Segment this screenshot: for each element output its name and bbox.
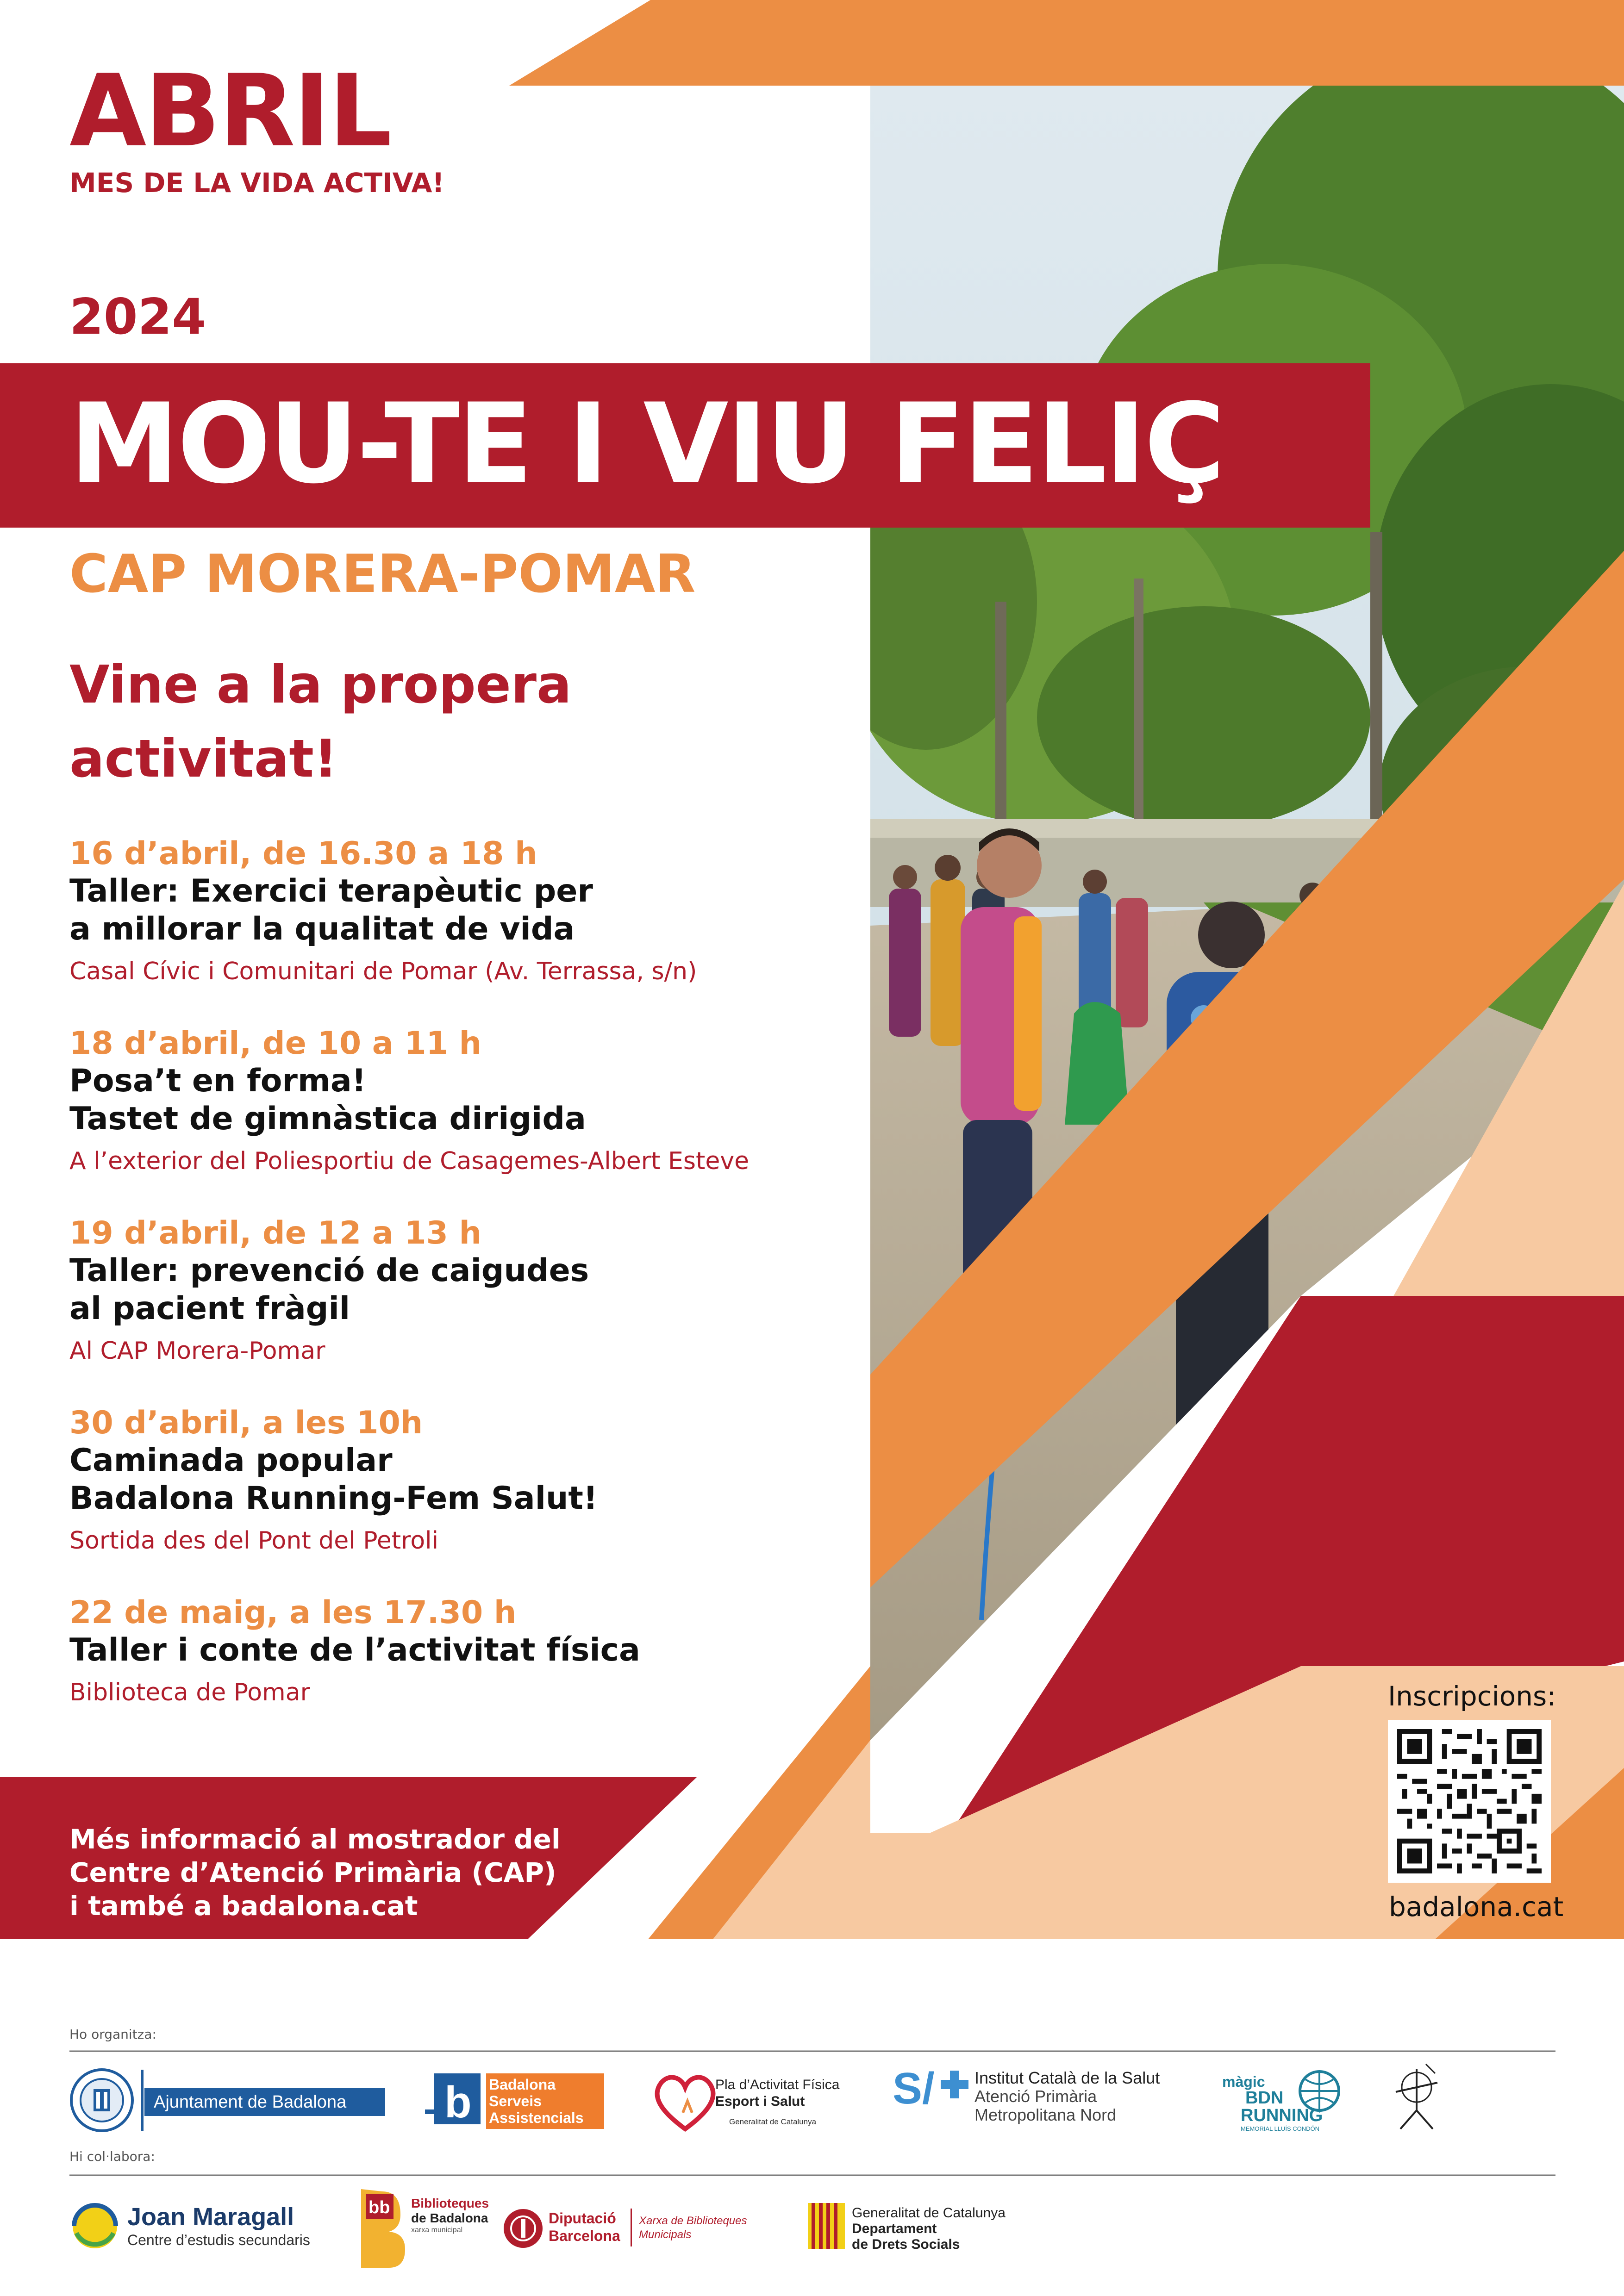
ajuntament-name: Ajuntament de Badalona [154, 2092, 347, 2112]
biblioteques-b-icon [356, 2189, 407, 2272]
ajuntament-logo [144, 2088, 385, 2116]
magic-line-4: MEMORIAL LLUÍS CONDÓN [1241, 2125, 1319, 2132]
dip-line-4: Municipals [639, 2228, 692, 2241]
maragall-line-1: Joan Maragall [127, 2203, 294, 2231]
dip-line-3: Xarxa de Biblioteques [639, 2215, 747, 2227]
generalitat-flag-icon [808, 2203, 845, 2249]
bsa-line-3: Assistencials [489, 2109, 584, 2126]
collaborates-label: Hi col·labora: [69, 2149, 155, 2164]
activity-date: 19 d’abril, de 12 a 13 h [69, 1215, 482, 1251]
bib-line-2: de Badalona [411, 2211, 488, 2225]
heart-icon [650, 2069, 720, 2134]
banner-title: MOU-TE I VIU FELIÇ [69, 380, 1224, 508]
center-name: CAP MORERA-POMAR [69, 543, 696, 604]
activity-title: Caminada popular [69, 1442, 393, 1479]
activity-title: Posa’t en forma! [69, 1063, 366, 1099]
activity-date: 22 de maig, a les 17.30 h [69, 1594, 517, 1631]
ics-s-icon: S/ [893, 2064, 935, 2113]
activity-place: Al CAP Morera-Pomar [69, 1337, 325, 1365]
activity-title: Taller: prevenció de caigudes [69, 1252, 589, 1289]
magic-line-2: BDN [1245, 2088, 1284, 2108]
info-line-1: Més informació al mostrador del [69, 1823, 561, 1855]
ics-line-2: Atenció Primària [974, 2087, 1097, 2106]
paafes-line-2: Esport i Salut [715, 2094, 805, 2109]
paafes-line-3: Generalitat de Catalunya [729, 2117, 817, 2126]
diputacio-seal-icon [502, 2208, 544, 2249]
svg-text:bb: bb [369, 2198, 390, 2217]
magic-line-1: màgic [1222, 2073, 1265, 2090]
bsa-logo [486, 2073, 604, 2129]
activity-place: Sortida des del Pont del Petroli [69, 1527, 439, 1555]
bib-line-3: xarxa municipal [411, 2226, 463, 2234]
bsa-line-1: Badalona [489, 2076, 556, 2093]
gen-line-1: Generalitat de Catalunya [852, 2205, 1006, 2221]
activity-title: a millorar la qualitat de vida [69, 911, 575, 947]
activity-place: Biblioteca de Pomar [69, 1679, 310, 1706]
activity-date: 30 d’abril, a les 10h [69, 1405, 423, 1441]
magic-line-3: RUNNING [1241, 2106, 1323, 2125]
ics-line-3: Metropolitana Nord [974, 2105, 1117, 2124]
maragall-line-2: Centre d’estudis secundaris [127, 2232, 310, 2248]
gen-line-2: Departament [852, 2221, 937, 2236]
ajuntament-separator [141, 2070, 144, 2131]
qr-code[interactable] [1397, 1729, 1542, 1873]
activity-title: Taller: Exercici terapèutic per [69, 873, 593, 909]
badalona-shield-icon [69, 2068, 134, 2133]
invite-line-1: Vine a la propera [69, 655, 572, 715]
activity-title: Badalona Running-Fem Salut! [69, 1480, 598, 1517]
hand-drawn-figure-icon [1382, 2060, 1451, 2134]
activity-place: Casal Cívic i Comunitari de Pomar (Av. Terrassa, s/n) [69, 958, 697, 985]
activity-title: Taller i conte de l’activitat física [69, 1632, 640, 1668]
top-orange-band [509, 0, 1624, 86]
month-title: ABRIL [69, 53, 390, 169]
activity-title: Tastet de gimnàstica dirigida [69, 1101, 586, 1137]
bib-line-1: Biblioteques [411, 2196, 489, 2210]
month-subtitle: MES DE LA VIDA ACTIVA! [69, 167, 444, 199]
dip-line-1: Diputació [549, 2210, 616, 2227]
activity-date: 16 d’abril, de 16.30 a 18 h [69, 835, 537, 872]
dip-line-2: Barcelona [549, 2228, 620, 2244]
activity-title: al pacient fràgil [69, 1290, 350, 1327]
activity-date: 18 d’abril, de 10 a 11 h [69, 1025, 482, 1062]
organizes-label: Ho organitza: [69, 2027, 156, 2042]
bsa-b-icon [425, 2073, 481, 2129]
bsa-line-2: Serveis [489, 2093, 542, 2109]
dip-separator [631, 2209, 632, 2246]
invite-line-2: activitat! [69, 729, 338, 789]
info-line-2: Centre d’Atenció Primària (CAP) [69, 1857, 556, 1888]
registration-url[interactable]: badalona.cat [1389, 1891, 1564, 1923]
info-line-3: i també a badalona.cat [69, 1890, 418, 1922]
gen-line-3: de Drets Socials [852, 2237, 960, 2252]
year: 2024 [69, 288, 206, 345]
paafes-line-1: Pla d’Activitat Física [715, 2077, 840, 2092]
maragall-circle-icon [69, 2201, 120, 2252]
ics-line-1: Institut Català de la Salut [974, 2068, 1160, 2087]
registration-label: Inscripcions: [1388, 1680, 1556, 1712]
activity-place: A l’exterior del Poliesportiu de Casagemes-Albert Esteve [69, 1147, 750, 1175]
ics-cross-icon [941, 2071, 968, 2098]
svg-text:b: b [444, 2078, 472, 2127]
